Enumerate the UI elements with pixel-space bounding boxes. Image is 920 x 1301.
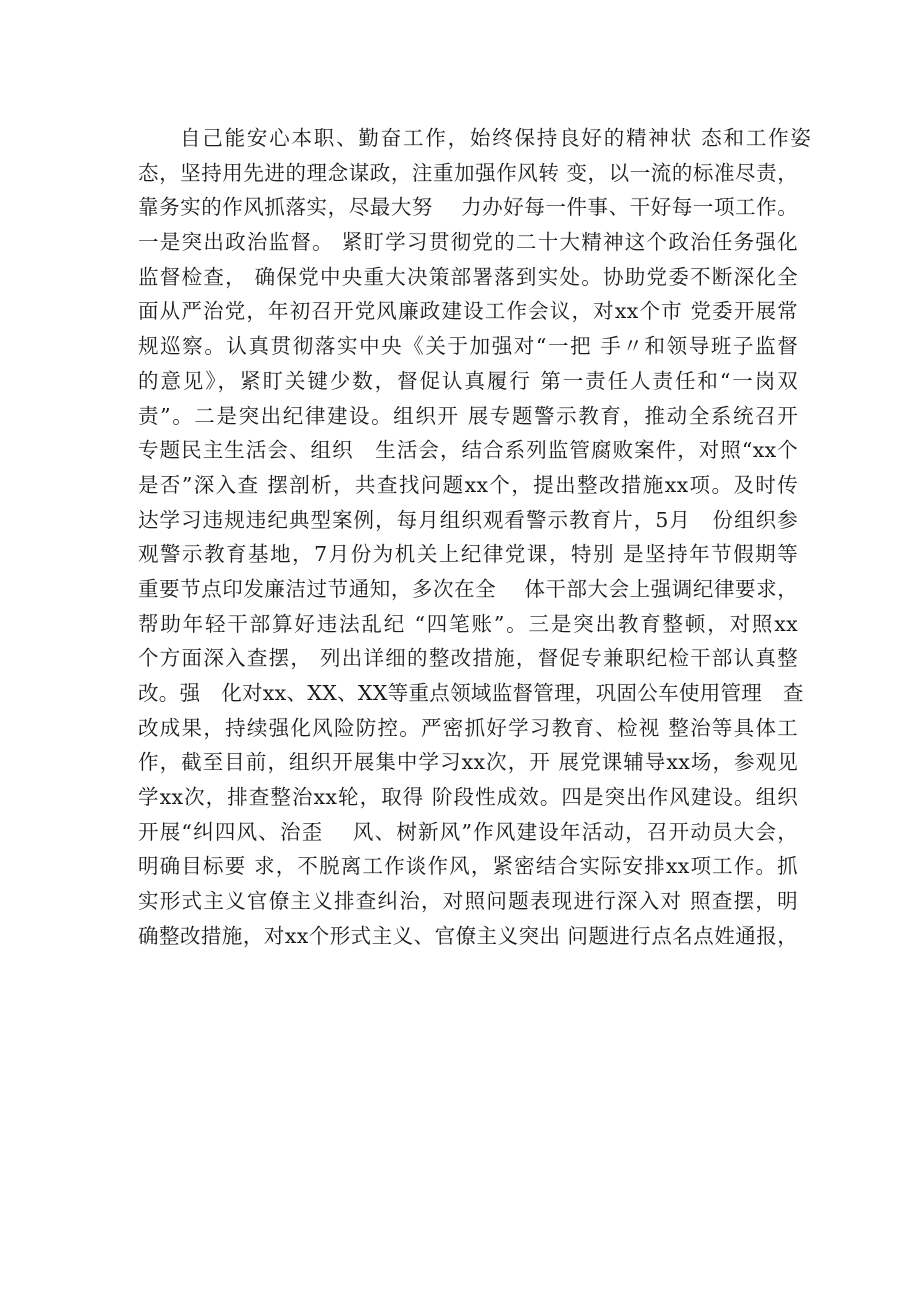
text-line: 明确目标要 求，不脱离工作谈作风，紧密结合实际安排xx项工作。抓 — [138, 854, 798, 879]
body-paragraph — [138, 121, 813, 954]
text-line: 靠务实的作风抓落实，尽最大努 力办好每一件事、干好每一项工作。 — [138, 195, 798, 220]
text-line: 一是突出政治监督。 紧盯学习贯彻党的二十大精神这个政治任务强化 — [138, 230, 798, 255]
text-line: 重要节点印发廉洁过节通知，多次在全 体干部大会上强调纪律要求， — [138, 576, 798, 601]
text-line: 态，坚持用先进的理念谋政，注重加强作风转 变，以一流的标准尽责， — [138, 160, 798, 185]
text-line: 责”。二是突出纪律建设。组织开 展专题警示教育，推动全系统召开 — [138, 403, 798, 428]
text-line: 的意见》，紧盯关键少数，督促认真履行 第一责任人责任和“一岗双 — [138, 368, 798, 393]
text-line: 达学习违规违纪典型案例，每月组织观看警示教育片，5月 份组织参 — [138, 507, 798, 532]
text-line: 面从严治党，年初召开党风廉政建设工作会议，对xx个市 党委开展常 — [138, 299, 798, 324]
text-line: 作，截至目前，组织开展集中学习xx次，开 展党课辅导xx场，参观见 — [138, 750, 798, 775]
text-line: 观警示教育基地，7月份为机关上纪律党课，特别 是坚持年节假期等 — [138, 542, 798, 567]
text-line: 确整改措施，对xx个形式主义、官僚主义突出 问题进行点名点姓通报， — [138, 923, 798, 948]
text-line: 专题民主生活会、组织 生活会，结合系列监管腐败案件，对照“xx个 — [138, 438, 798, 463]
text-line: 改成果，持续强化风险防控。严密抓好学习教育、检视 整治等具体工 — [138, 715, 798, 740]
text-line: 监督检查， 确保党中央重大决策部署落到实处。协助党委不断深化全 — [138, 264, 798, 289]
text-line: 帮助年轻干部算好违法乱纪 “四笔账”。三是突出教育整顿，对照xx — [138, 611, 798, 636]
text-line: 改。强 化对xx、XX、XX等重点领域监督管理，巩固公车使用管理 查 — [138, 681, 804, 705]
text-line: 自己能安心本职、勤奋工作，始终保持良好的精神状 态和工作姿 — [180, 126, 813, 150]
text-line: 学xx次，排查整治xx轮，取得 阶段性成效。四是突出作风建设。组织 — [138, 785, 798, 810]
text-line: 是否”深入查 摆剖析，共查找问题xx个，提出整改措施xx项。及时传 — [138, 472, 798, 497]
text-line: 规巡察。认真贯彻落实中央《关于加强对“一把 手〃和领导班子监督 — [138, 334, 798, 359]
text-line: 实形式主义官僚主义排查纠治，对照问题表现进行深入对 照查摆，明 — [138, 889, 798, 914]
text-line: 个方面深入查摆， 列出详细的整改措施，督促专兼职纪检干部认真整 — [138, 646, 798, 671]
text-line: 开展“纠四风、治歪 风、树新风”作风建设年活动，召开动员大会， — [138, 819, 798, 844]
